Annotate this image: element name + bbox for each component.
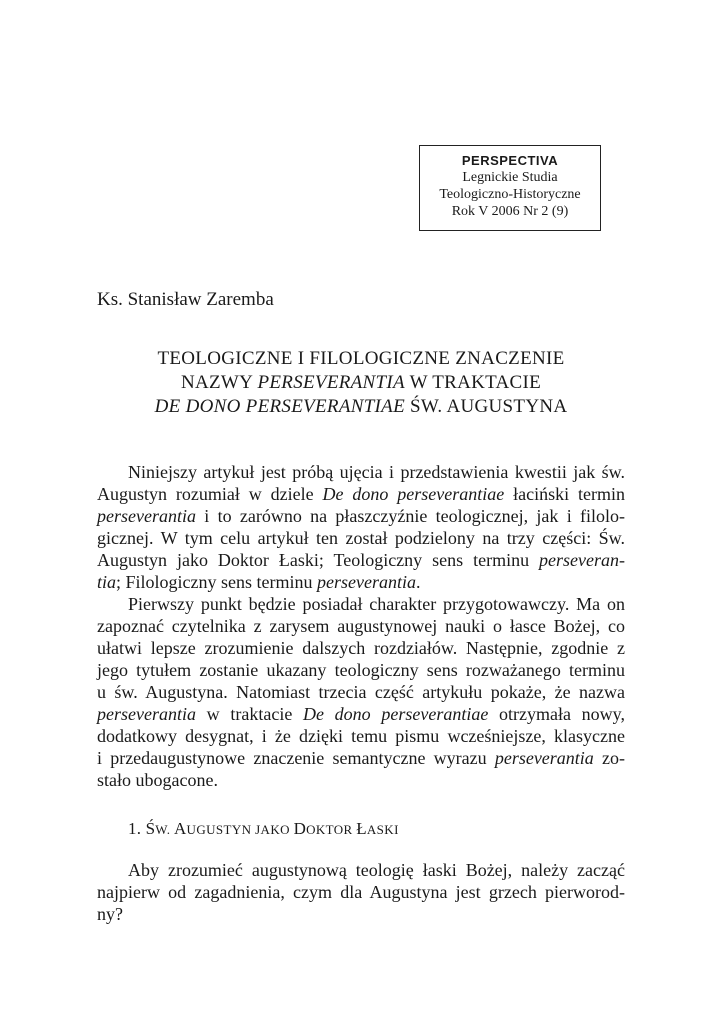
article-title (97, 347, 625, 419)
heading-cap: Ł (356, 819, 367, 838)
paragraph-line (97, 505, 625, 527)
text-run: Augustyn jako Doktor Łaski; Teologiczny sens terminu (97, 550, 540, 570)
title-line-2 (97, 371, 625, 395)
heading-smallcaps: UGUSTYN JAKO (186, 822, 294, 837)
heading-cap: A (174, 819, 187, 838)
text-run: w traktacie (195, 704, 303, 724)
title-line-2-italic: PERSEVERANTIA (257, 372, 405, 393)
heading-cap: Ś (145, 819, 156, 838)
paragraph-line: gicznej. W tym celu artykuł ten został podzielony na trzy części: Św. (97, 528, 625, 548)
paragraph-line: ny? (97, 904, 123, 924)
italic-run: De dono perseverantiae (303, 704, 489, 724)
section-number: 1. (128, 819, 146, 838)
paragraph-line (97, 747, 625, 769)
paragraph-line (97, 483, 625, 505)
paragraph-line: ułatwi lepsze zrozumienie dalszych rozdziałów. Następnie, zgodnie z (97, 638, 625, 658)
text-run: . (415, 572, 421, 592)
paragraph-line: stało ubogacone. (97, 770, 218, 790)
paragraph-2 (97, 593, 625, 791)
paragraph-line: najpierw od zagadnienia, czym dla Augustyna jest grzech pierworod- (97, 882, 625, 902)
italic-run: perseverantia (97, 506, 196, 526)
journal-issue: Rok V 2006 Nr 2 (9) (451, 204, 569, 219)
text-run: i to zarówno na płaszczyźnie teologicznej, jak i filolo- (195, 506, 625, 526)
journal-info-box (419, 145, 601, 231)
paragraph-line: zapoznać czytelnika z zarysem augustynowej nauki o łasce Bożej, co (97, 616, 625, 636)
italic-run: perseverantia (97, 704, 196, 724)
heading-smallcaps: W. (155, 822, 175, 837)
title-line-3-italic: DE DONO PERSEVERANTIAE (154, 396, 405, 417)
italic-run: perseverantia (494, 748, 594, 768)
title-line-1: TEOLOGICZNE I FILOLOGICZNE ZNACZENIE (157, 348, 565, 369)
heading-smallcaps: ASKI (366, 822, 399, 837)
text-run: zo- (593, 748, 625, 768)
title-line-3-b: ŚW. AUGUSTYNA (405, 396, 568, 417)
journal-subtitle-1: Legnickie Studia (462, 170, 558, 185)
title-line-2-a: NAZWY (180, 372, 258, 393)
paragraph-line: Niniejszy artykuł jest próbą ujęcia i przedstawienia kwestii jak św. (128, 462, 625, 482)
italic-run: perseverantia (317, 572, 416, 592)
title-line-2-c: W TRAKTACIE (404, 372, 542, 393)
paragraph-line (97, 703, 625, 725)
text-run: łaciński termin (504, 484, 625, 504)
paragraph-line: jego tytułem zostanie ukazany teologiczny sens rozważanego terminu (97, 660, 625, 680)
author-name: Ks. Stanisław Zaremba (97, 289, 274, 310)
paragraph-line: dodatkowy desygnat, i że dzięki temu pismu wcześniejsze, klasyczne (97, 726, 625, 746)
paragraph-line: Aby zrozumieć augustynową teologię łaski Bożej, należy zacząć (128, 860, 625, 880)
heading-smallcaps: OKTOR (306, 822, 357, 837)
section-heading (128, 818, 399, 841)
paragraph-line (97, 549, 625, 571)
italic-run: De dono perseverantiae (322, 484, 505, 504)
journal-name: PERSPECTIVA (461, 153, 559, 168)
text-run: i przedaugustynowe znaczenie semantyczne wyrazu (97, 748, 495, 768)
text-run: ; Filologiczny sens terminu (116, 572, 317, 592)
paragraph-3 (97, 859, 625, 925)
title-line-3 (97, 395, 625, 419)
text-run: Augustyn rozumiał w dziele (97, 484, 323, 504)
paragraph-line: Pierwszy punkt będzie posiadał charakter przygotowawczy. Ma on (128, 594, 625, 614)
paragraph-line: u św. Augustyna. Natomiast trzecia część artykułu pokaże, że nazwa (97, 682, 625, 702)
heading-cap: D (293, 819, 307, 838)
italic-run: perseveran- (539, 550, 625, 570)
paragraph-1 (97, 461, 625, 593)
text-run: otrzymała nowy, (488, 704, 625, 724)
journal-subtitle-2: Teologiczno-Historyczne (439, 187, 581, 202)
italic-run: tia (97, 572, 117, 592)
paragraph-line (97, 571, 625, 593)
